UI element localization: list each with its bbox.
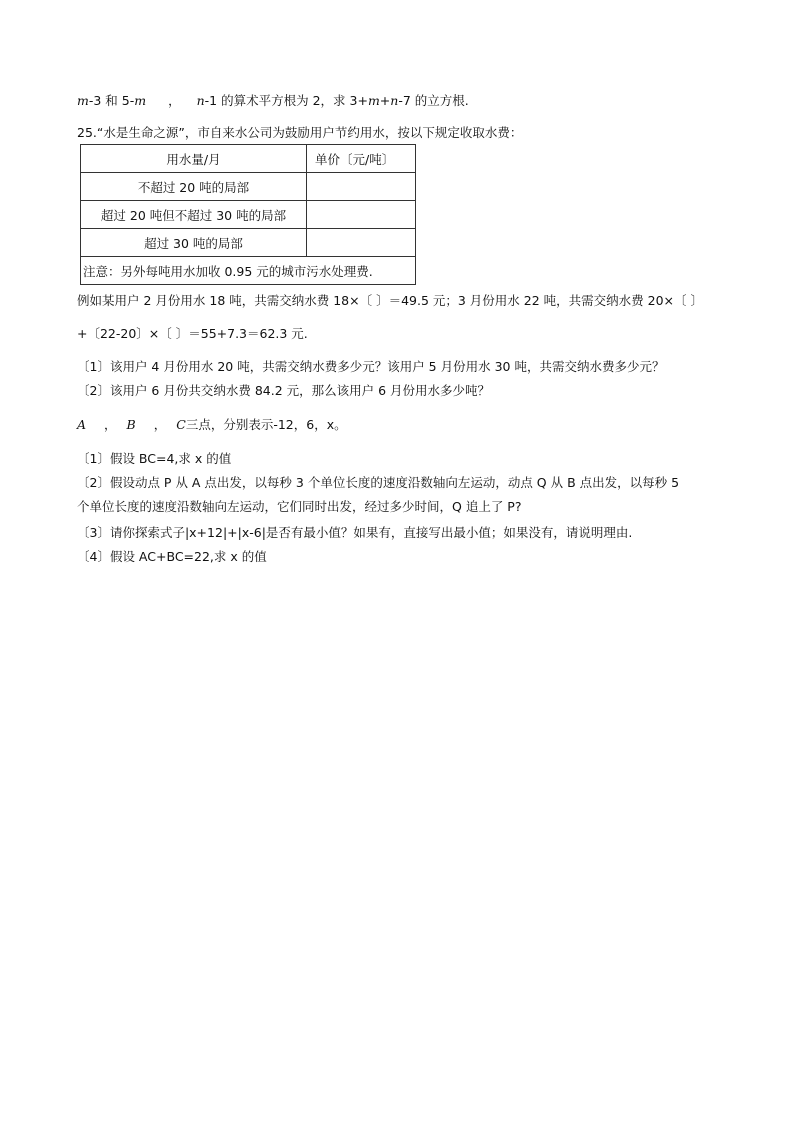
table-cell [307, 229, 416, 257]
question-25-sub-1: 〔1〕该用户 4 月份用水 20 吨，共需交纳水费多少元？该用户 5 月份用水 30 吨，共需交纳水费多少元？ [77, 359, 665, 374]
var-m: m [134, 93, 147, 108]
water-fee-table [80, 144, 416, 285]
table-row [81, 173, 416, 201]
table-header-cell: 用水量/月 [81, 145, 307, 173]
table-cell [307, 173, 416, 201]
table-header-cell: 单价〔元/吨〕 [307, 145, 416, 173]
table-note: 注意：另外每吨用水加收 0.95 元的城市污水处理费. [81, 257, 416, 285]
table-cell: 超过 20 吨但不超过 30 吨的局部 [81, 201, 307, 229]
text-fragment: -3 和 5- [88, 93, 135, 108]
text-fragment: -7 的立方根. [398, 93, 469, 108]
point-a-label: A [77, 417, 87, 432]
table-cell: 不超过 20 吨的局部 [81, 173, 307, 201]
text-fragment: 三点，分别表示-12，6，x。 [185, 417, 347, 432]
point-b-label: B [126, 417, 136, 432]
table-row [81, 229, 416, 257]
example-line-1: 例如某用户 2 月份用水 18 吨，共需交纳水费 18×〔 〕＝49.5 元；3 月份用水 22 吨，共需交纳水费 20×〔 〕 [77, 293, 703, 308]
text-fragment: + [379, 93, 391, 108]
table-cell [307, 201, 416, 229]
table-note-row [81, 257, 416, 285]
separator: ， [153, 417, 167, 432]
text-fragment: ， [168, 93, 181, 108]
question-26-sub-2a: 〔2〕假设动点 P 从 A 点出发，以每秒 3 个单位长度的速度沿数轴向左运动，动点 Q 从 B 点出发，以每秒 5 [77, 475, 680, 490]
table-row [81, 201, 416, 229]
question-25-sub-2: 〔2〕该用户 6 月份共交纳水费 84.2 元，那么该用户 6 月份用水多少吨？ [77, 383, 491, 398]
text-fragment: -1 的算术平方根为 2，求 3+ [204, 93, 368, 108]
example-line-2: +〔22-20〕×〔 〕＝55+7.3＝62.3 元. [77, 326, 308, 341]
separator: ， [104, 417, 117, 432]
question-24-line [77, 91, 469, 109]
question-25-intro: 25.“水是生命之源”，市自来水公司为鼓励用户节约用水，按以下规定收取水费： [77, 125, 523, 140]
question-26-sub-1: 〔1〕假设 BC=4,求 x 的值 [77, 451, 232, 466]
var-n: n [390, 93, 399, 108]
question-26-sub-3: 〔3〕请你探索式子|x+12|+|x-6|是否有最小值？如果有，直接写出最小值；如果没有，请说明理由. [77, 525, 633, 540]
var-m: m [367, 93, 380, 108]
question-26-sub-4: 〔4〕假设 AC+BC=22,求 x 的值 [77, 549, 267, 564]
table-header-row [81, 145, 416, 173]
point-c-label: C [176, 417, 186, 432]
var-n: n [196, 93, 205, 108]
var-m: m [77, 93, 89, 108]
question-26-line [77, 415, 347, 433]
table-cell: 超过 30 吨的局部 [81, 229, 307, 257]
question-26-sub-2b: 个单位长度的速度沿数轴向左运动，它们同时出发，经过多少时间，Q 追上了 P? [77, 499, 522, 514]
